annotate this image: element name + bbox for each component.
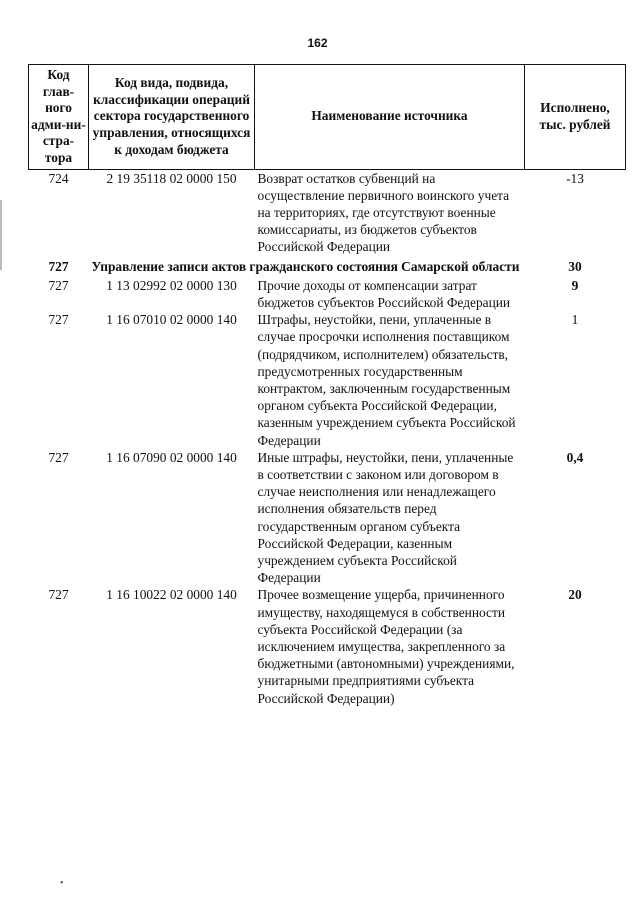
class-code-cell: 1 13 02992 02 0000 130 (106, 277, 237, 293)
header-amount (525, 65, 626, 170)
header-amount-text: Исполнено, тыс. рублей (539, 100, 611, 132)
admin-code-cell: 727 (48, 277, 69, 293)
admin-code-cell: 727 (48, 587, 69, 603)
source-name-cell: Возврат остатков субвенций на осуществление первичного воинского учета на территориях, где отсутствуют военные комиссариаты, из бюджетов субъектов Российской Федерации (257, 170, 510, 255)
org-name-cell: Управление записи актов гражданского состояния Самарской области (91, 258, 520, 274)
table-row (29, 449, 626, 587)
header-admin-code (29, 65, 89, 170)
amount-cell: 30 (568, 258, 582, 274)
class-code-cell: 2 19 35118 02 0000 150 (106, 170, 237, 186)
header-class-code (89, 65, 255, 170)
table-row (29, 275, 626, 311)
header-source-name-text: Наименование источника (311, 108, 468, 124)
source-name-cell: Прочее возмещение ущерба, причиненного имуществу, находящемуся в собственности субъекта Российской Федерации (за исключением имущества, закрепленного за бюджетными (автономными) учреждениями, унитарными предприятиями субъекта Российской Федерации) (257, 587, 515, 706)
source-name-cell: Иные штрафы, неустойки, пени, уплаченные в соответствии с законом или договором в случае неисполнения или ненадлежащего исполнения обязательств перед государственным органом субъекта Российской Федерации, казенным учреждением субъекта Российской Федерации (257, 449, 514, 586)
class-code-cell: 1 16 10022 02 0000 140 (106, 587, 237, 603)
admin-code-cell: 727 (48, 258, 69, 274)
amount-cell: 0,4 (566, 449, 584, 465)
class-code-cell: 1 16 07090 02 0000 140 (106, 449, 237, 465)
admin-code-cell: 724 (48, 170, 69, 186)
scan-speck: • (60, 878, 64, 889)
table-header-row (29, 65, 626, 170)
amount-cell: 1 (571, 312, 579, 328)
revenue-table (28, 64, 626, 707)
table-row (29, 586, 626, 706)
header-class-code-text: Код вида, подвида, классификации операций сектора государственного управления, относящихся к доходам бюджета (92, 75, 251, 157)
page-number: 162 (307, 36, 328, 50)
amount-cell: 20 (568, 587, 582, 603)
amount-cell: -13 (566, 170, 584, 186)
source-name-cell: Штрафы, неустойки, пени, уплаченные в случае просрочки исполнения поставщиком (подрядчиком, исполнителем) обязательств, предусмотренных государственным контрактом, заключенным государственным органом субъекта Российской Федерации, казенным учреждением субъекта Российской Федерации (257, 312, 516, 448)
scan-margin-mark (0, 200, 2, 270)
header-admin-code-text: Код глав-ного адми-ни-стра-тора (31, 67, 86, 165)
admin-code-cell: 727 (48, 449, 69, 465)
amount-cell: 9 (571, 277, 579, 293)
class-code-cell: 1 16 07010 02 0000 140 (106, 312, 237, 328)
table-row-org (29, 256, 626, 275)
table-row (29, 169, 626, 256)
table-row (29, 311, 626, 449)
header-source-name (255, 65, 525, 170)
admin-code-cell: 727 (48, 312, 69, 328)
source-name-cell: Прочие доходы от компенсации затрат бюджетов субъектов Российской Федерации (257, 277, 511, 310)
